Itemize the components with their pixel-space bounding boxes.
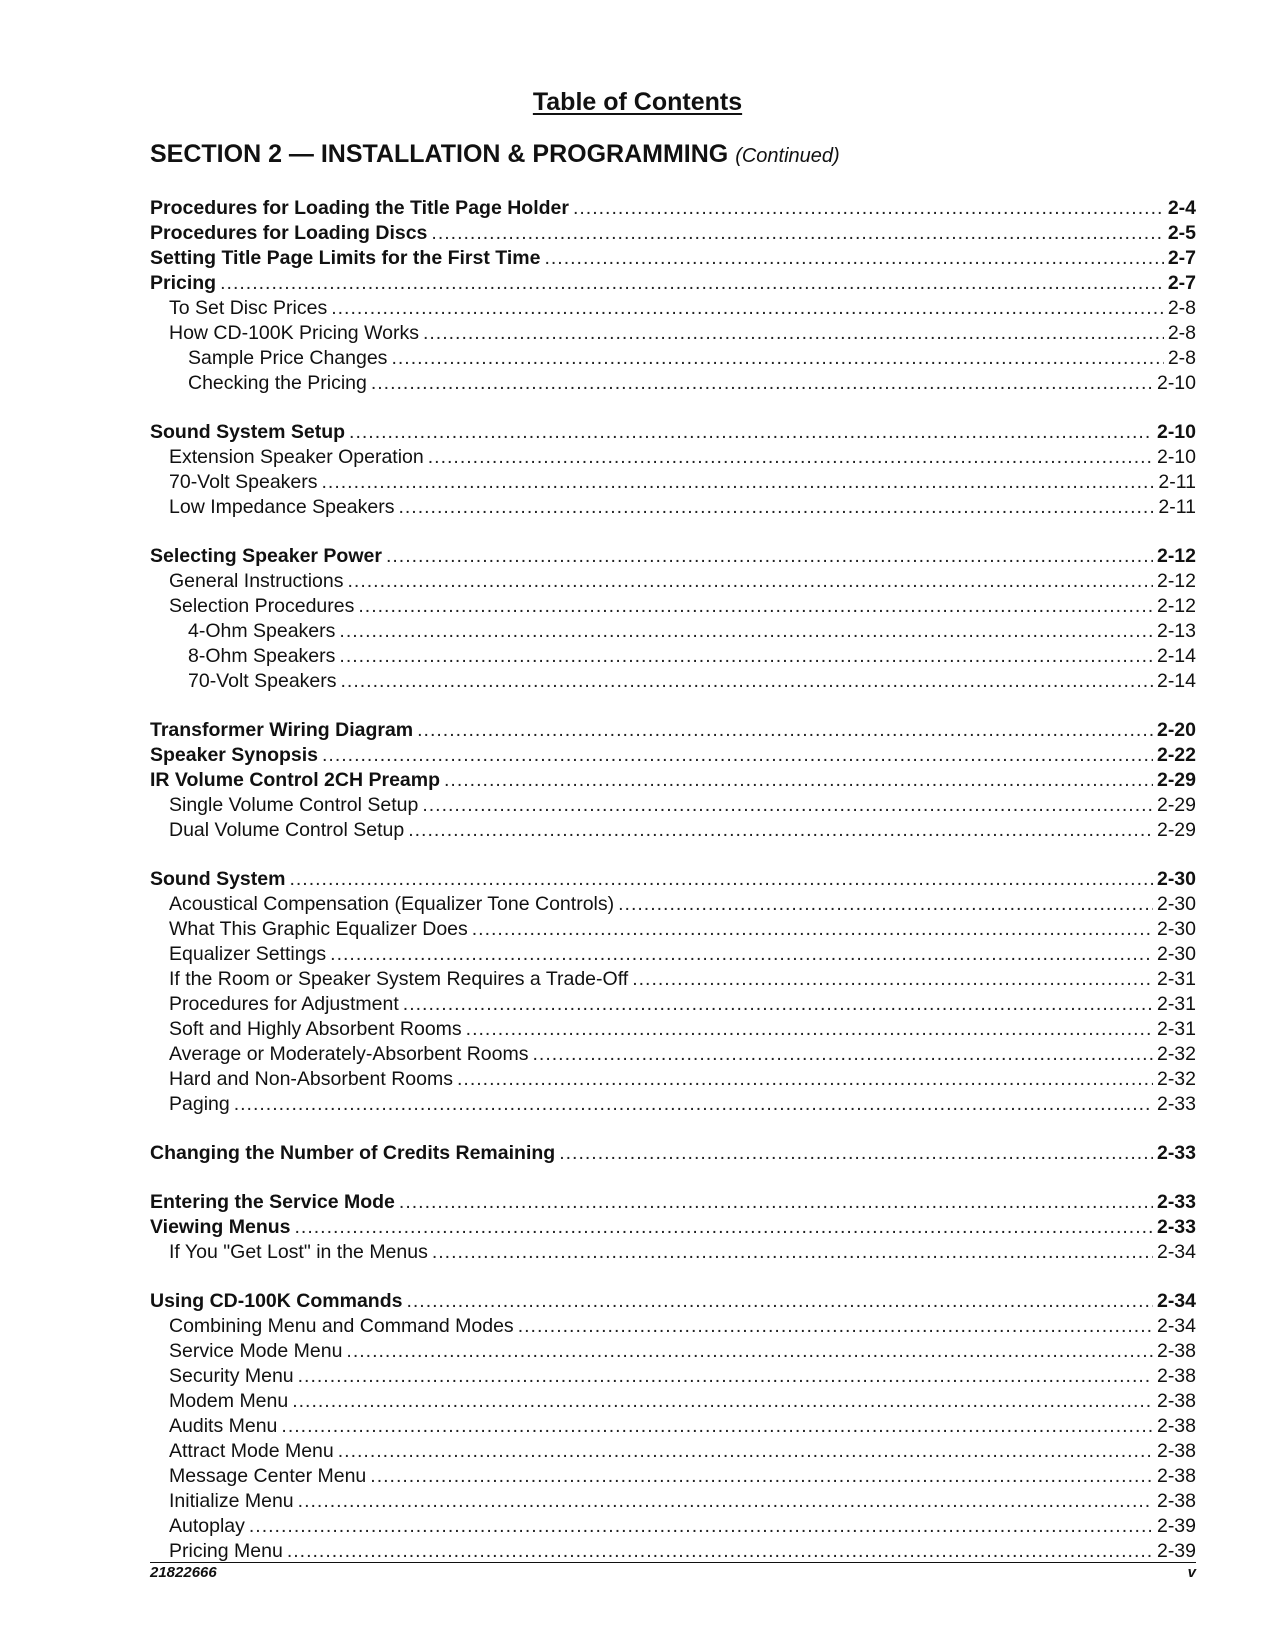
toc-entry[interactable] [150, 1215, 1196, 1240]
toc-entry-page: 2-10 [1156, 446, 1196, 468]
toc-entry-page: 2-12 [1156, 570, 1196, 592]
toc-entry[interactable] [150, 718, 1196, 743]
toc-entry-page: 2-38 [1156, 1390, 1196, 1412]
toc-entry[interactable] [150, 1514, 1196, 1539]
toc-entry-page: 2-12 [1156, 595, 1196, 617]
toc-entry[interactable] [150, 1289, 1196, 1314]
toc-entry-title: Audits Menu [169, 1415, 278, 1437]
toc-entry[interactable] [150, 669, 1196, 694]
toc-entry-title: Security Menu [169, 1365, 294, 1387]
toc-dot-leader [559, 1141, 1153, 1166]
toc-entry[interactable] [150, 196, 1196, 221]
toc-entry-page: 2-33 [1156, 1093, 1196, 1115]
toc-dot-leader [358, 594, 1153, 619]
toc-dot-leader [220, 271, 1164, 296]
toc-entry[interactable] [150, 1017, 1196, 1042]
toc-entry[interactable] [150, 992, 1196, 1017]
toc-entry-title: Selecting Speaker Power [150, 545, 382, 567]
toc-entry[interactable] [150, 1067, 1196, 1092]
toc-entry-page: 2-38 [1156, 1415, 1196, 1437]
toc-entry-page: 2-5 [1167, 222, 1196, 244]
toc-entry-page: 2-39 [1156, 1540, 1196, 1562]
toc-entry[interactable] [150, 793, 1196, 818]
toc-entry-title: Average or Moderately-Absorbent Rooms [169, 1043, 529, 1065]
toc-entry-page: 2-8 [1167, 347, 1196, 369]
toc-entry[interactable] [150, 371, 1196, 396]
toc-dot-leader [339, 644, 1153, 669]
toc-entry-page: 2-33 [1156, 1142, 1196, 1164]
toc-entry-title: Combining Menu and Command Modes [169, 1315, 514, 1337]
toc-entry-page: 2-38 [1156, 1465, 1196, 1487]
toc-entry-title: Dual Volume Control Setup [169, 819, 405, 841]
toc-dot-leader [518, 1314, 1153, 1339]
toc-entry-title: 8-Ohm Speakers [188, 645, 336, 667]
toc-entry-page: 2-30 [1156, 918, 1196, 940]
toc-dot-leader [234, 1092, 1153, 1117]
toc-entry[interactable] [150, 271, 1196, 296]
toc-entry[interactable] [150, 1339, 1196, 1364]
toc-entry-page: 2-32 [1156, 1043, 1196, 1065]
toc-entry[interactable] [150, 1414, 1196, 1439]
toc-entry[interactable] [150, 818, 1196, 843]
toc-entry-page: 2-7 [1167, 247, 1196, 269]
toc-entry-page: 2-39 [1156, 1515, 1196, 1537]
toc-entry[interactable] [150, 470, 1196, 495]
toc-entry-title: 4-Ohm Speakers [188, 620, 336, 642]
toc-dot-leader [423, 321, 1164, 346]
toc-entry[interactable] [150, 1464, 1196, 1489]
toc-entry-page: 2-8 [1167, 297, 1196, 319]
toc-entry-title: Message Center Menu [169, 1465, 367, 1487]
toc-entry-page: 2-10 [1156, 421, 1196, 443]
toc-dot-leader [632, 967, 1153, 992]
toc-dot-leader [544, 246, 1163, 271]
toc-entry-title: Initialize Menu [169, 1490, 294, 1512]
toc-entry-page: 2-30 [1156, 868, 1196, 890]
toc-entry-title: What This Graphic Equalizer Does [169, 918, 468, 940]
toc-entry[interactable] [150, 1141, 1196, 1166]
toc-entry[interactable] [150, 1042, 1196, 1067]
toc-group-spacer [150, 396, 1196, 420]
toc-dot-leader [472, 917, 1153, 942]
toc-dot-leader [532, 1042, 1152, 1067]
toc-dot-leader [287, 1539, 1153, 1564]
toc-entry-page: 2-29 [1156, 819, 1196, 841]
toc-entry[interactable] [150, 495, 1196, 520]
toc-entry-page: 2-34 [1156, 1241, 1196, 1263]
toc-dot-leader [330, 942, 1153, 967]
toc-entry-title: Low Impedance Speakers [169, 496, 395, 518]
toc-entry-title: Service Mode Menu [169, 1340, 343, 1362]
toc-list [150, 196, 1196, 1564]
toc-entry-title: Autoplay [169, 1515, 245, 1537]
toc-entry-title: Extension Speaker Operation [169, 446, 424, 468]
toc-entry[interactable] [150, 569, 1196, 594]
toc-entry[interactable] [150, 544, 1196, 569]
toc-dot-leader [406, 1289, 1153, 1314]
toc-entry-page: 2-7 [1167, 272, 1196, 294]
toc-dot-leader [444, 768, 1153, 793]
toc-entry[interactable] [150, 1489, 1196, 1514]
toc-entry-page: 2-13 [1156, 620, 1196, 642]
toc-entry-title: Speaker Synopsis [150, 744, 318, 766]
toc-entry-page: 2-22 [1156, 744, 1196, 766]
toc-entry-title: 70-Volt Speakers [169, 471, 318, 493]
toc-entry[interactable] [150, 768, 1196, 793]
toc-entry[interactable] [150, 619, 1196, 644]
toc-entry[interactable] [150, 1389, 1196, 1414]
toc-entry-page: 2-30 [1156, 893, 1196, 915]
toc-entry[interactable] [150, 221, 1196, 246]
toc-entry-page: 2-4 [1167, 197, 1196, 219]
toc-entry-page: 2-38 [1156, 1440, 1196, 1462]
toc-entry[interactable] [150, 867, 1196, 892]
toc-entry-title: IR Volume Control 2CH Preamp [150, 769, 441, 791]
toc-entry-title: Paging [169, 1093, 230, 1115]
toc-dot-leader [298, 1364, 1153, 1389]
toc-entry-title: If You "Get Lost" in the Menus [169, 1241, 428, 1263]
toc-dot-leader [339, 619, 1153, 644]
toc-dot-leader [341, 669, 1153, 694]
toc-dot-leader [432, 1240, 1153, 1265]
toc-entry-page: 2-32 [1156, 1068, 1196, 1090]
toc-entry-title: Equalizer Settings [169, 943, 327, 965]
section-heading [150, 140, 840, 169]
toc-entry-page: 2-14 [1156, 645, 1196, 667]
section-continued-label: (Continued) [735, 145, 840, 167]
toc-dot-leader [466, 1017, 1153, 1042]
toc-dot-leader [370, 1464, 1153, 1489]
toc-entry-title: Selection Procedures [169, 595, 355, 617]
toc-entry-page: 2-29 [1156, 769, 1196, 791]
toc-entry-title: Hard and Non-Absorbent Rooms [169, 1068, 453, 1090]
toc-entry-page: 2-34 [1156, 1290, 1196, 1312]
toc-dot-leader [457, 1067, 1153, 1092]
toc-dot-leader [428, 445, 1153, 470]
toc-group-spacer [150, 1265, 1196, 1289]
toc-entry-page: 2-31 [1156, 968, 1196, 990]
toc-group-spacer [150, 520, 1196, 544]
footer-doc-number: 21822666 [150, 1564, 217, 1581]
toc-entry-title: Single Volume Control Setup [169, 794, 419, 816]
toc-dot-leader [573, 196, 1164, 221]
toc-entry[interactable] [150, 967, 1196, 992]
toc-entry[interactable] [150, 1240, 1196, 1265]
toc-entry-page: 2-38 [1156, 1490, 1196, 1512]
toc-entry[interactable] [150, 594, 1196, 619]
toc-entry[interactable] [150, 420, 1196, 445]
toc-dot-leader [338, 1439, 1153, 1464]
toc-group-spacer [150, 694, 1196, 718]
toc-dot-leader [417, 718, 1153, 743]
toc-entry-page: 2-8 [1167, 322, 1196, 344]
toc-dot-leader [348, 569, 1153, 594]
toc-dot-leader [289, 867, 1153, 892]
toc-entry[interactable] [150, 1539, 1196, 1564]
toc-entry-title: Pricing [150, 272, 217, 294]
toc-dot-leader [403, 992, 1153, 1017]
toc-dot-leader [281, 1414, 1153, 1439]
toc-entry-title: General Instructions [169, 570, 344, 592]
toc-entry-title: Pricing Menu [169, 1540, 283, 1562]
toc-entry-page: 2-34 [1156, 1315, 1196, 1337]
toc-dot-leader [431, 221, 1163, 246]
toc-dot-leader [398, 495, 1154, 520]
toc-entry[interactable] [150, 1190, 1196, 1215]
toc-dot-leader [391, 346, 1163, 371]
toc-entry-title: Acoustical Compensation (Equalizer Tone Controls) [169, 893, 615, 915]
page-title: Table of Contents [532, 88, 743, 116]
toc-entry-page: 2-14 [1156, 670, 1196, 692]
toc-dot-leader [292, 1389, 1153, 1414]
toc-entry-title: Using CD-100K Commands [150, 1290, 403, 1312]
toc-entry-page: 2-29 [1156, 794, 1196, 816]
toc-dot-leader [249, 1514, 1153, 1539]
toc-entry-title: Soft and Highly Absorbent Rooms [169, 1018, 462, 1040]
toc-entry-page: 2-10 [1156, 372, 1196, 394]
toc-entry-title: Procedures for Loading the Title Page Holder [150, 197, 569, 219]
toc-group-spacer [150, 1166, 1196, 1190]
section-heading-text: SECTION 2 — INSTALLATION & PROGRAMMING [150, 140, 729, 168]
toc-entry-page: 2-33 [1156, 1191, 1196, 1213]
toc-entry[interactable] [150, 346, 1196, 371]
toc-entry-title: 70-Volt Speakers [188, 670, 337, 692]
toc-entry[interactable] [150, 445, 1196, 470]
toc-entry[interactable] [150, 1092, 1196, 1117]
toc-entry-title: Sound System [150, 868, 286, 890]
toc-entry-title: Transformer Wiring Diagram [150, 719, 414, 741]
toc-entry-title: Attract Mode Menu [169, 1440, 334, 1462]
toc-entry[interactable] [150, 246, 1196, 271]
toc-entry-title: Sample Price Changes [188, 347, 388, 369]
toc-dot-leader [618, 892, 1153, 917]
footer-divider [150, 1562, 1196, 1563]
toc-entry-page: 2-11 [1158, 471, 1196, 493]
toc-group-spacer [150, 843, 1196, 867]
toc-entry-page: 2-38 [1156, 1365, 1196, 1387]
toc-dot-leader [386, 544, 1153, 569]
toc-entry-title: Modem Menu [169, 1390, 289, 1412]
toc-entry-page: 2-31 [1156, 1018, 1196, 1040]
toc-group-spacer [150, 1117, 1196, 1141]
toc-dot-leader [322, 743, 1153, 768]
toc-entry-page: 2-38 [1156, 1340, 1196, 1362]
toc-dot-leader [399, 1190, 1153, 1215]
toc-entry[interactable] [150, 644, 1196, 669]
toc-entry-title: Checking the Pricing [188, 372, 367, 394]
toc-entry-title: Viewing Menus [150, 1216, 291, 1238]
toc-entry[interactable] [150, 942, 1196, 967]
toc-entry-title: How CD-100K Pricing Works [169, 322, 419, 344]
toc-dot-leader [322, 470, 1155, 495]
toc-entry[interactable] [150, 917, 1196, 942]
toc-entry-title: To Set Disc Prices [169, 297, 328, 319]
toc-entry-title: Procedures for Loading Discs [150, 222, 428, 244]
toc-entry[interactable] [150, 1314, 1196, 1339]
toc-entry-page: 2-33 [1156, 1216, 1196, 1238]
toc-entry[interactable] [150, 1439, 1196, 1464]
toc-entry[interactable] [150, 743, 1196, 768]
toc-dot-leader [408, 818, 1153, 843]
toc-dot-leader [371, 371, 1153, 396]
toc-entry-title: Procedures for Adjustment [169, 993, 399, 1015]
footer-page-number: v [1187, 1564, 1196, 1581]
toc-dot-leader [295, 1215, 1153, 1240]
toc-entry-title: If the Room or Speaker System Requires a Trade-Off [169, 968, 629, 990]
toc-entry-page: 2-11 [1158, 496, 1196, 518]
toc-entry-page: 2-30 [1156, 943, 1196, 965]
toc-entry-title: Sound System Setup [150, 421, 346, 443]
toc-dot-leader [349, 420, 1153, 445]
toc-dot-leader [346, 1339, 1153, 1364]
toc-entry-title: Entering the Service Mode [150, 1191, 395, 1213]
toc-dot-leader [422, 793, 1153, 818]
toc-entry[interactable] [150, 296, 1196, 321]
toc-entry-title: Setting Title Page Limits for the First Time [150, 247, 541, 269]
toc-entry-page: 2-12 [1156, 545, 1196, 567]
toc-dot-leader [331, 296, 1164, 321]
toc-entry[interactable] [150, 892, 1196, 917]
toc-entry-title: Changing the Number of Credits Remaining [150, 1142, 556, 1164]
toc-entry[interactable] [150, 321, 1196, 346]
toc-entry-page: 2-20 [1156, 719, 1196, 741]
toc-entry-page: 2-31 [1156, 993, 1196, 1015]
toc-entry[interactable] [150, 1364, 1196, 1389]
toc-dot-leader [298, 1489, 1153, 1514]
